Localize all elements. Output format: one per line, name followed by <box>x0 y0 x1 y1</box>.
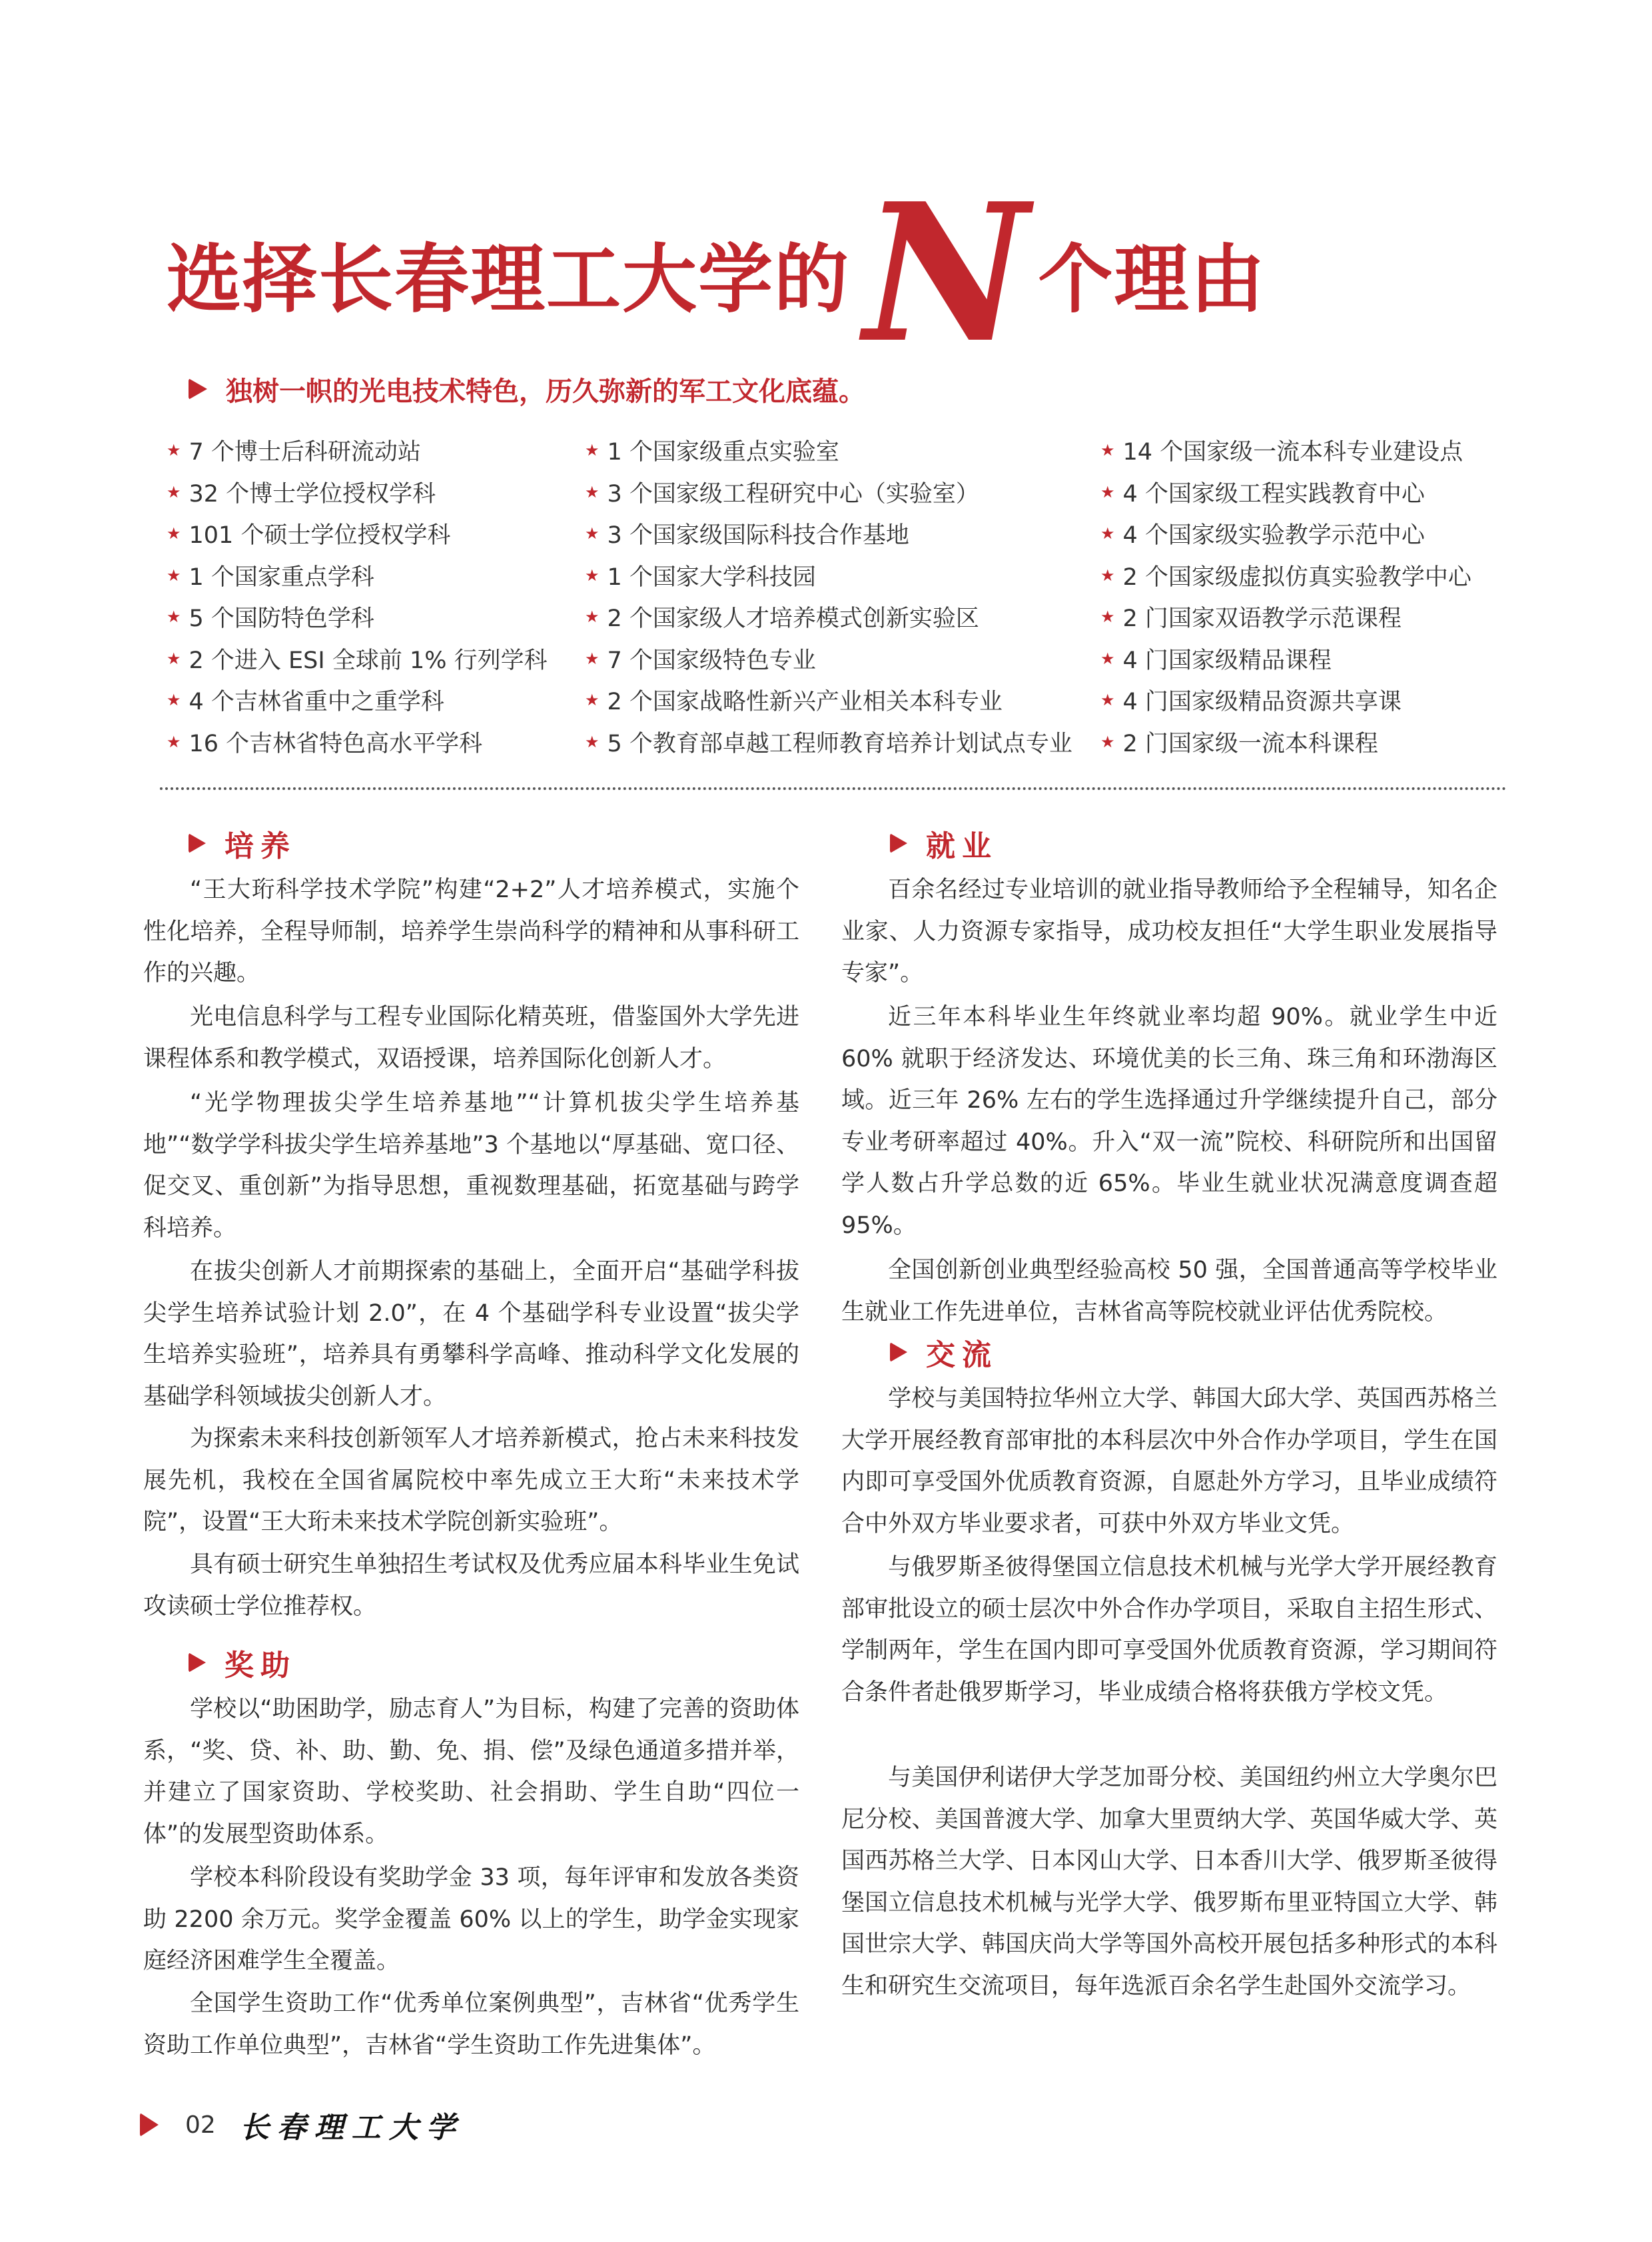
triangle-bullet-icon <box>140 2113 159 2137</box>
star-icon: ★ <box>1100 441 1115 460</box>
page-footer <box>140 2108 464 2145</box>
stats-column-3 <box>1100 430 1471 763</box>
stat-item: ★ 16 个吉林省特色高水平学科 <box>167 730 483 757</box>
stat-item: ★ 2 门国家双语教学示范课程 <box>1100 605 1402 633</box>
stat-item: ★ 3 个国家级国际科技合作基地 <box>585 522 909 550</box>
star-icon: ★ <box>1100 482 1115 502</box>
page-number: 02 <box>185 2111 216 2139</box>
stat-item: ★ 5 个教育部卓越工程师教育培养计划试点专业 <box>585 730 1072 757</box>
dotted-divider <box>160 787 1507 790</box>
star-icon: ★ <box>1100 691 1115 710</box>
paragraph: 具有硕士研究生单独招生考试权及优秀应届本科毕业生免试攻读硕士学位推荐权。 <box>143 1551 799 1620</box>
star-icon: ★ <box>585 441 600 460</box>
paragraph: 学校本科阶段设有奖助学金 33 项，每年评审和发放各类资助 2200 余万元。奖学金覆盖 60% 以上的学生，助学金实现家庭经济困难学生全覆盖。 <box>143 1864 799 1974</box>
star-icon: ★ <box>167 607 181 627</box>
page-title <box>167 161 1266 385</box>
star-icon: ★ <box>1100 524 1115 544</box>
stats-column-1 <box>167 430 548 763</box>
star-icon: ★ <box>585 524 600 544</box>
stat-item: ★ 4 个吉林省重中之重学科 <box>167 689 444 716</box>
paragraph: 在拔尖创新人才前期探索的基础上，全面开启“基础学科拔尖学生培养试验计划 2.0”，在 4 个基础学科专业设置“拔尖学生培养实验班”，培养具有勇攀科学高峰、推动科学文化发展的基础学科领域拔尖创新人才。 <box>143 1258 799 1410</box>
triangle-bullet-icon <box>189 833 206 853</box>
star-icon: ★ <box>167 482 181 502</box>
stat-item: ★ 2 个国家战略性新兴产业相关本科专业 <box>585 689 1003 716</box>
stats-column-2 <box>585 430 1072 763</box>
section-heading-jiangzhu: 奖助 <box>189 1643 296 1682</box>
star-icon: ★ <box>1100 732 1115 751</box>
star-icon: ★ <box>585 691 600 710</box>
star-icon: ★ <box>167 524 181 544</box>
university-brand: 长春理工大学 <box>239 2111 464 2145</box>
paragraph: 近三年本科毕业生年终就业率均超 90%。就业学生中近 60% 就职于经济发达、环境优美的长三角、珠三角和环渤海区域。近三年 26% 左右的学生选择通过升学继续提升自己，部分专业考研率超过 40%。升入“双一流”院校、科研院所和出国留学人数占升学总数的近 65%。毕业生就业状况满意度调查超 95%。 <box>841 1004 1497 1239</box>
star-icon: ★ <box>167 732 181 751</box>
stats-grid <box>0 430 1652 776</box>
stat-item: ★ 4 个国家级实验教学示范中心 <box>1100 522 1425 550</box>
stat-item: ★ 2 个国家级人才培养模式创新实验区 <box>585 605 979 633</box>
stat-item: ★ 2 个进入 ESI 全球前 1% 行列学科 <box>167 647 548 674</box>
paragraph: “王大珩科学技术学院”构建“2+2”人才培养模式，实施个性化培养，全程导师制，培养学生崇尚科学的精神和从事科研工作的兴趣。 <box>143 877 799 986</box>
stat-item: ★ 101 个硕士学位授权学科 <box>167 522 451 550</box>
stat-item: ★ 7 个国家级特色专业 <box>585 647 816 674</box>
stat-item: ★ 1 个国家级重点实验室 <box>585 439 839 466</box>
paragraph: 全国学生资助工作“优秀单位案例典型”，吉林省“优秀学生资助工作单位典型”，吉林省“学生资助工作先进集体”。 <box>143 1990 799 2059</box>
triangle-bullet-icon <box>890 1342 907 1362</box>
star-icon: ★ <box>1100 607 1115 627</box>
star-icon: ★ <box>585 482 600 502</box>
star-icon: ★ <box>585 649 600 668</box>
stat-item: ★ 2 门国家级一流本科课程 <box>1100 730 1378 757</box>
paragraph: 与美国伊利诺伊大学芝加哥分校、美国纽约州立大学奥尔巴尼分校、美国普渡大学、加拿大里贾纳大学、英国华威大学、英国西苏格兰大学、日本冈山大学、日本香川大学、俄罗斯圣彼得堡国立信息技术机械与光学大学、俄罗斯布里亚特国立大学、韩国世宗大学、韩国庆尚大学等国外高校开展包括多种形式的本科生和研究生交流项目，每年选派百余名学生赴国外交流学习。 <box>841 1764 1497 2000</box>
stat-item: ★ 4 门国家级精品资源共享课 <box>1100 689 1402 716</box>
paragraph: “光学物理拔尖学生培养基地”“计算机拔尖学生培养基地”“数学学科拔尖学生培养基地”3 个基地以“厚基础、宽口径、促交叉、重创新”为指导思想，重视数理基础，拓宽基础与跨学科培养。 <box>143 1090 799 1242</box>
stat-item: ★ 2 个国家级虚拟仿真实验教学中心 <box>1100 563 1471 591</box>
section-heading-jiaoliu: 交流 <box>890 1332 998 1372</box>
star-icon: ★ <box>167 649 181 668</box>
star-icon: ★ <box>167 691 181 710</box>
stat-item: ★ 1 个国家重点学科 <box>167 563 374 591</box>
paragraph: 百余名经过专业培训的就业指导教师给予全程辅导，知名企业家、人力资源专家指导，成功校友担任“大学生职业发展指导专家”。 <box>841 877 1497 986</box>
star-icon: ★ <box>585 607 600 627</box>
paragraph: 与俄罗斯圣彼得堡国立信息技术机械与光学大学开展经教育部审批设立的硕士层次中外合作办学项目，采取自主招生形式、学制两年，学生在国内即可享受国外优质教育资源，学习期间符合条件者赴俄罗斯学习，毕业成绩合格将获俄方学校文凭。 <box>841 1554 1497 1706</box>
stat-item: ★ 3 个国家级工程研究中心（实验室） <box>585 480 979 508</box>
star-icon: ★ <box>585 565 600 585</box>
triangle-bullet-icon <box>890 833 907 853</box>
stat-item: ★ 7 个博士后科研流动站 <box>167 439 421 466</box>
section-heading-jiuye: 就业 <box>890 823 998 863</box>
stat-item: ★ 32 个博士学位授权学科 <box>167 480 436 508</box>
star-icon: ★ <box>1100 649 1115 668</box>
star-icon: ★ <box>585 732 600 751</box>
stat-item: ★ 14 个国家级一流本科专业建设点 <box>1100 439 1463 466</box>
triangle-bullet-icon <box>189 378 207 400</box>
stat-item: ★ 1 个国家大学科技园 <box>585 563 816 591</box>
tagline <box>189 370 865 408</box>
paragraph: 全国创新创业典型经验高校 50 强，全国普通高等学校毕业生就业工作先进单位，吉林省高等院校就业评估优秀院校。 <box>841 1257 1497 1325</box>
paragraph: 光电信息科学与工程专业国际化精英班，借鉴国外大学先进课程体系和教学模式，双语授课，培养国际化创新人才。 <box>143 1004 799 1072</box>
triangle-bullet-icon <box>189 1653 206 1673</box>
title-before: 选择长春理工大学的 <box>167 236 850 323</box>
paragraph: 为探索未来科技创新领军人才培养新模式，抢占未来科技发展先机，我校在全国省属院校中率先成立王大珩“未来技术学院”，设置“王大珩未来技术学院创新实验班”。 <box>143 1425 799 1535</box>
star-icon: ★ <box>1100 565 1115 585</box>
tagline-text: 独树一帜的光电技术特色，历久弥新的军工文化底蕴。 <box>226 376 865 407</box>
section-heading-peiyang: 培养 <box>189 823 296 863</box>
paragraph: 学校以“助困助学，励志育人”为目标，构建了完善的资助体系，“奖、贷、补、助、勤、免、捐、偿”及绿色通道多措并举，并建立了国家资助、学校奖助、社会捐助、学生自助“四位一体”的发展型资助体系。 <box>143 1696 799 1848</box>
title-big-letter: N <box>863 161 1029 385</box>
star-icon: ★ <box>167 565 181 585</box>
stat-item: ★ 5 个国防特色学科 <box>167 605 374 633</box>
star-icon: ★ <box>167 441 181 460</box>
stat-item: ★ 4 门国家级精品课程 <box>1100 647 1332 674</box>
title-after: 个理由 <box>1038 236 1266 323</box>
stat-item: ★ 4 个国家级工程实践教育中心 <box>1100 480 1425 508</box>
paragraph: 学校与美国特拉华州立大学、韩国大邱大学、英国西苏格兰大学开展经教育部审批的本科层次中外合作办学项目，学生在国内即可享受国外优质教育资源，自愿赴外方学习，且毕业成绩符合中外双方毕业要求者，可获中外双方毕业文凭。 <box>841 1385 1497 1537</box>
